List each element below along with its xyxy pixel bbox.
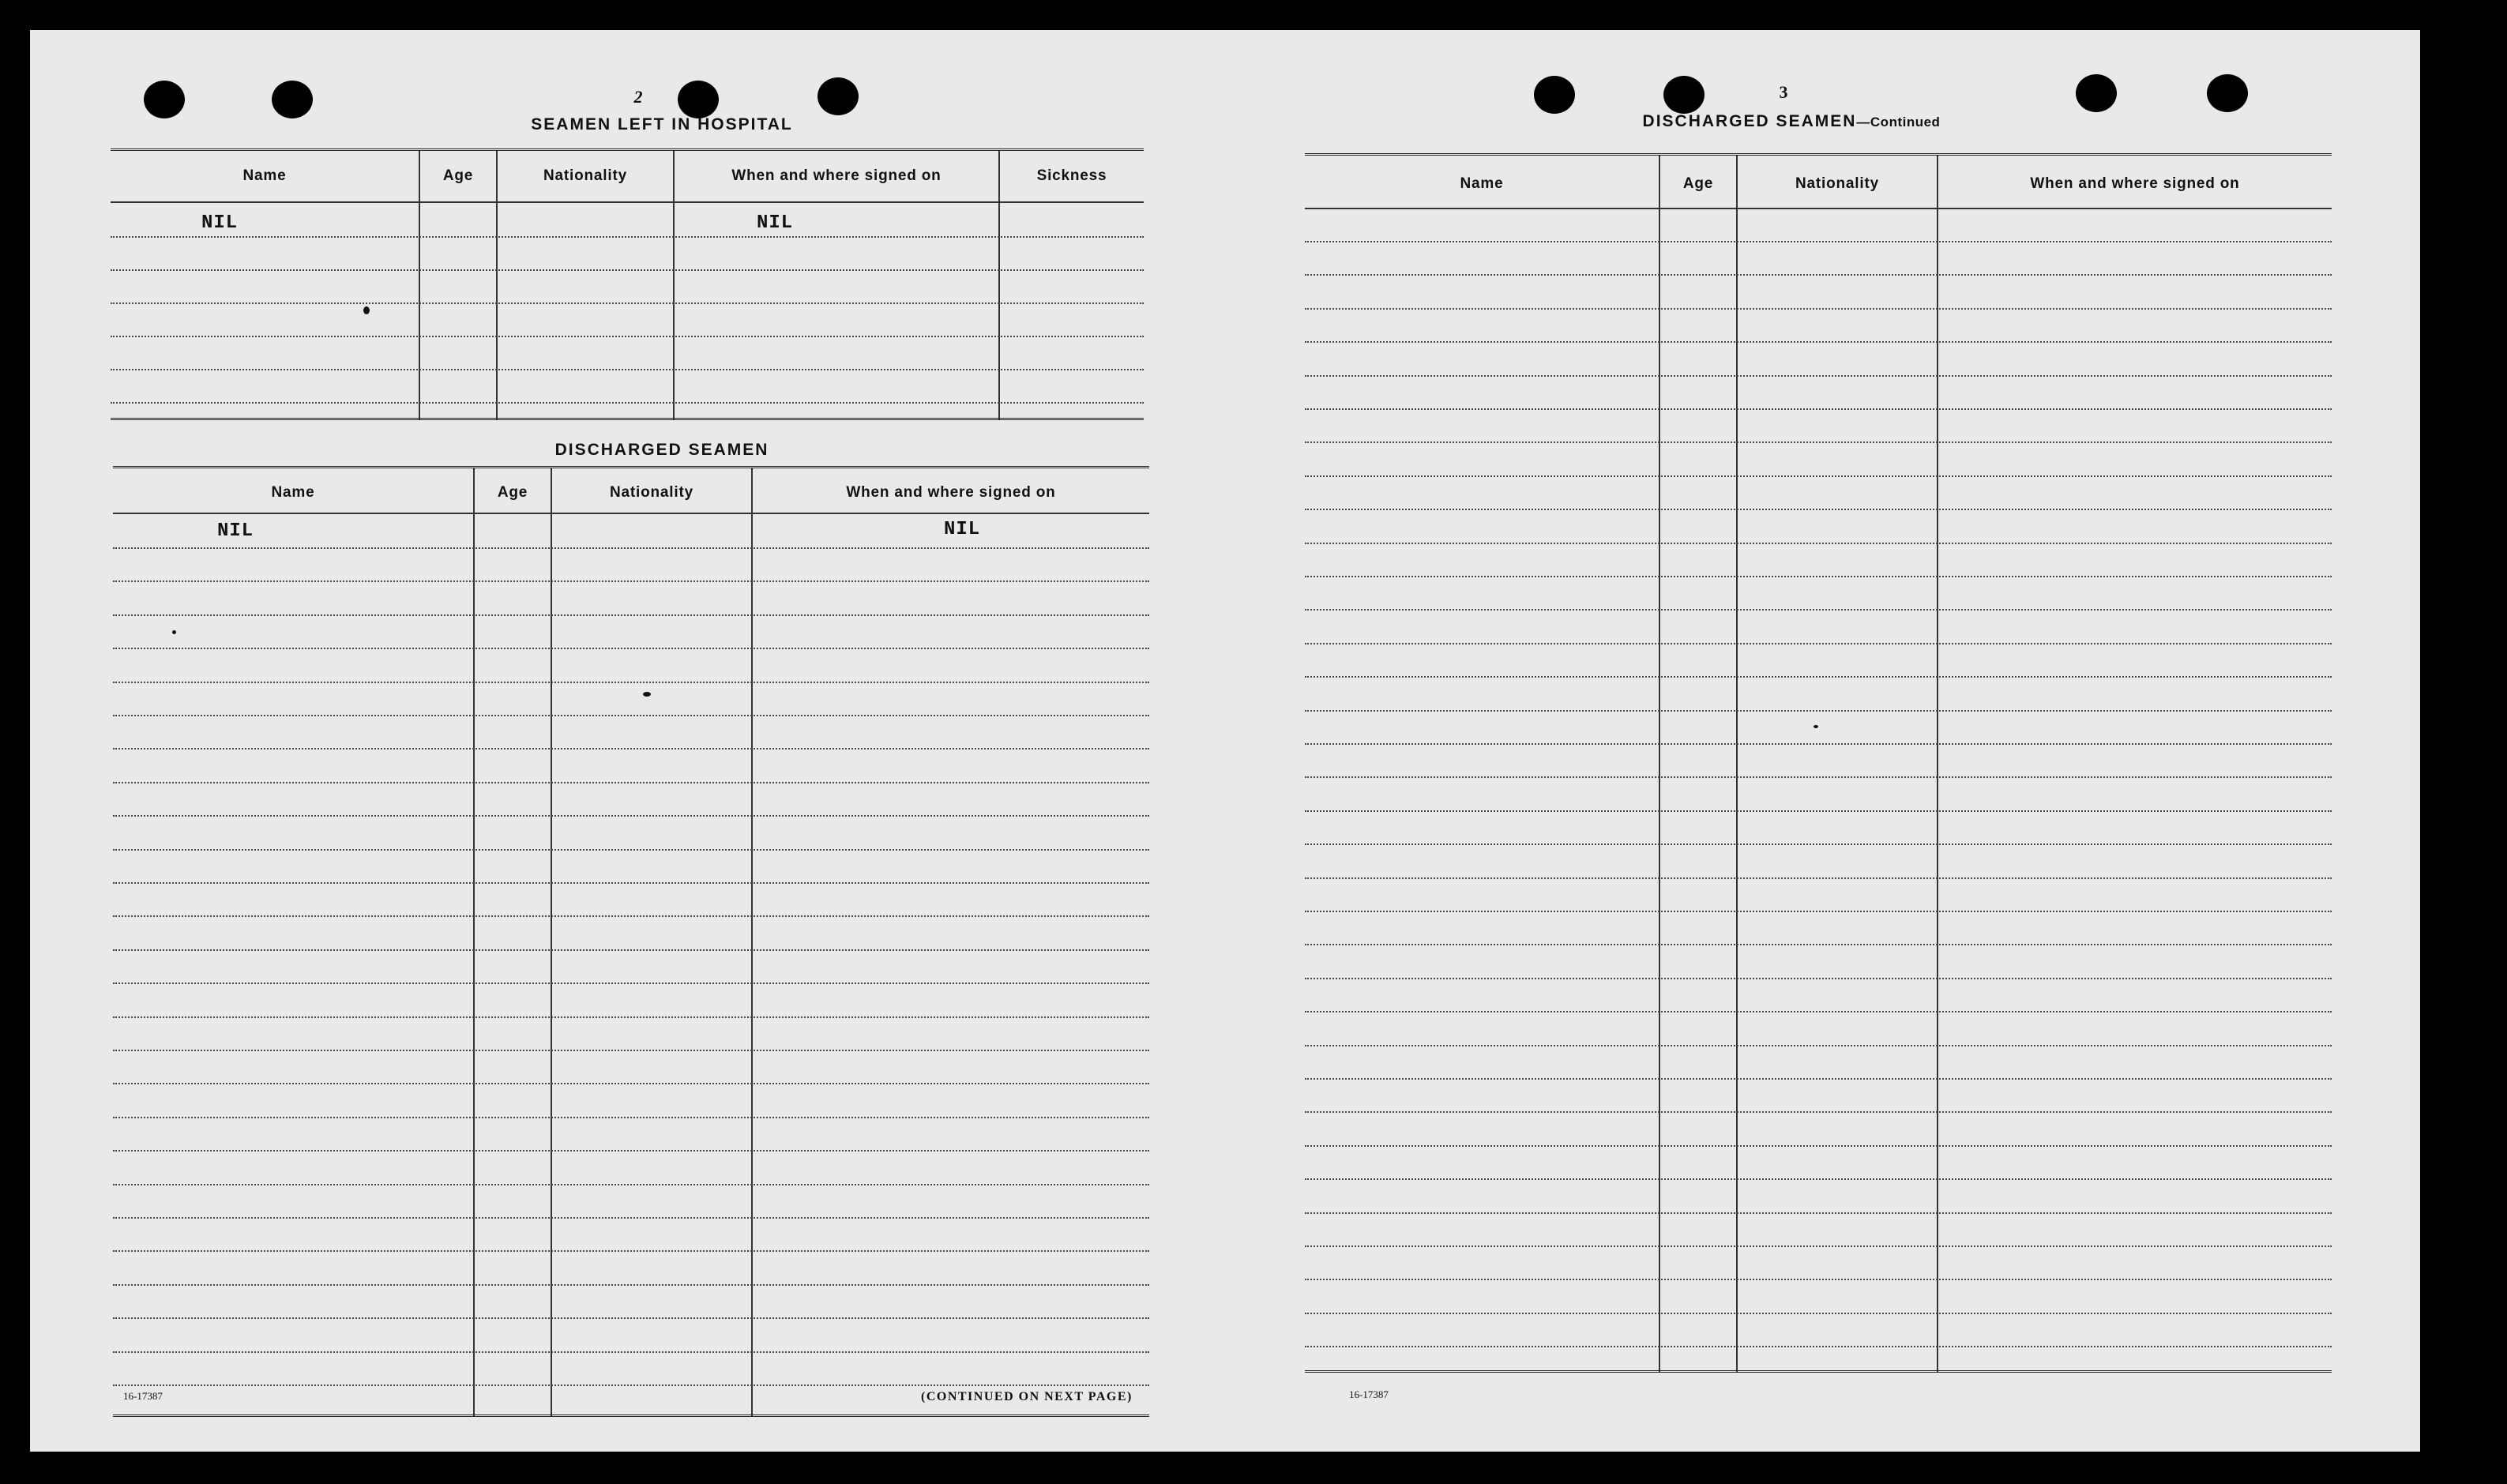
section-title-hospital: SEAMEN LEFT IN HOSPITAL (531, 115, 793, 133)
table-row (1305, 341, 2332, 343)
table-row (1305, 509, 2332, 510)
left-page (30, 30, 1215, 1452)
table-row (1305, 1346, 2332, 1347)
table-row (1305, 944, 2332, 945)
table-row (1305, 676, 2332, 678)
column-header-nationality: Nationality (543, 167, 627, 184)
table-bottom-rule (111, 418, 1144, 420)
table-row (1305, 810, 2332, 812)
table-row (111, 402, 1144, 404)
discharged-continued-table (1305, 153, 2332, 1372)
table-row (1305, 375, 2332, 377)
punch-hole (1663, 76, 1705, 114)
table-row (1305, 1078, 2332, 1080)
column-header-nationality: Nationality (1795, 175, 1879, 192)
column-header-age: Age (442, 167, 474, 184)
table-row (1305, 1111, 2332, 1113)
right-page (1262, 30, 2420, 1452)
table-row (113, 1384, 1149, 1386)
entry-when-where: NIL (944, 519, 981, 540)
table-row (113, 882, 1149, 884)
table-row (1305, 475, 2332, 477)
table-row (113, 1284, 1149, 1286)
table-row (113, 849, 1149, 851)
table-row (113, 1317, 1149, 1319)
ink-speck (172, 630, 176, 634)
table-row (113, 580, 1149, 582)
table-row (1305, 911, 2332, 912)
page-number: 2 (633, 87, 643, 107)
column-divider (1736, 156, 1738, 1372)
table-row (1305, 441, 2332, 443)
table-bottom-rule (113, 1414, 1149, 1417)
table-row (1305, 543, 2332, 544)
entry-when-where: NIL (757, 212, 794, 234)
table-bottom-rule (1305, 1370, 2332, 1373)
table-row (1305, 1045, 2332, 1046)
entry-name: NIL (217, 520, 254, 542)
table-row (1305, 877, 2332, 879)
table-row (1305, 576, 2332, 577)
punch-hole (1534, 76, 1575, 114)
table-row (111, 236, 1144, 238)
table-row (113, 648, 1149, 649)
table-row (113, 1250, 1149, 1252)
table-row (113, 1217, 1149, 1219)
punch-hole (678, 81, 719, 118)
table-row (1305, 743, 2332, 745)
column-header-age: Age (1682, 175, 1714, 192)
entry-name: NIL (201, 212, 239, 234)
section-title-discharged: DISCHARGED SEAMEN (554, 441, 769, 459)
table-row (1305, 241, 2332, 242)
column-divider (419, 151, 420, 419)
column-header-nationality: Nationality (610, 484, 693, 501)
column-divider (1937, 156, 1938, 1372)
ink-speck (363, 306, 370, 314)
punch-hole (2076, 74, 2117, 112)
table-row (113, 682, 1149, 683)
form-number: 16-17387 (123, 1390, 163, 1402)
page-number: 3 (1779, 82, 1788, 102)
table-row (1305, 1011, 2332, 1013)
table-row (1305, 1145, 2332, 1147)
title-suffix: —Continued (1856, 115, 1941, 130)
column-divider (673, 151, 675, 419)
section-title-discharged-continued (1547, 112, 2036, 131)
table-row (1305, 1279, 2332, 1280)
table-row (113, 782, 1149, 783)
table-row (1305, 776, 2332, 778)
ink-speck (1814, 725, 1818, 728)
column-header-name: Name (242, 167, 287, 184)
table-row (1305, 1212, 2332, 1214)
table-row (113, 1117, 1149, 1118)
punch-hole (144, 81, 185, 118)
table-row (113, 1083, 1149, 1084)
column-header-name: Name (1460, 175, 1504, 192)
table-row (1305, 978, 2332, 979)
table-row (113, 1184, 1149, 1185)
table-row (113, 1016, 1149, 1018)
column-divider (496, 151, 498, 419)
table-row (111, 336, 1144, 337)
table-row (113, 915, 1149, 917)
table-row (1305, 1178, 2332, 1180)
table-row (113, 715, 1149, 716)
table-row (113, 1351, 1149, 1353)
table-row (1305, 710, 2332, 712)
column-header-when-where: When and where signed on (846, 484, 1056, 501)
table-row (111, 269, 1144, 271)
table-row (1305, 308, 2332, 310)
column-header-sickness: Sickness (1036, 167, 1107, 184)
table-row (113, 949, 1149, 951)
table-row (1305, 643, 2332, 644)
hospital-table (111, 148, 1144, 459)
column-divider (751, 468, 753, 1416)
document-sheet (30, 30, 2420, 1452)
table-row (1305, 609, 2332, 611)
table-row (1305, 274, 2332, 276)
form-number: 16-17387 (1349, 1388, 1389, 1400)
table-row (111, 302, 1144, 304)
discharged-table (113, 466, 1149, 1416)
table-row (113, 982, 1149, 984)
column-divider (473, 468, 475, 1416)
table-row (113, 748, 1149, 750)
table-row (1305, 843, 2332, 845)
table-row (113, 1150, 1149, 1152)
column-header-when-where: When and where signed on (731, 167, 942, 184)
column-divider (551, 468, 552, 1416)
table-row (1305, 1245, 2332, 1247)
column-divider (1659, 156, 1660, 1372)
punch-hole (2207, 74, 2248, 112)
continued-note: (CONTINUED ON NEXT PAGE) (921, 1390, 1133, 1403)
punch-hole (818, 77, 859, 115)
column-header-when-where: When and where signed on (2030, 175, 2240, 192)
ink-speck (643, 692, 651, 697)
table-row (113, 614, 1149, 616)
table-row (111, 369, 1144, 370)
column-header-name: Name (271, 484, 315, 501)
table-row (113, 547, 1149, 549)
column-divider (998, 151, 1000, 419)
column-header-age: Age (497, 484, 528, 501)
table-row (113, 815, 1149, 817)
table-row (113, 1050, 1149, 1051)
title-main: DISCHARGED SEAMEN (1642, 112, 1857, 130)
table-row (1305, 1313, 2332, 1314)
punch-hole (272, 81, 313, 118)
table-row (1305, 408, 2332, 410)
